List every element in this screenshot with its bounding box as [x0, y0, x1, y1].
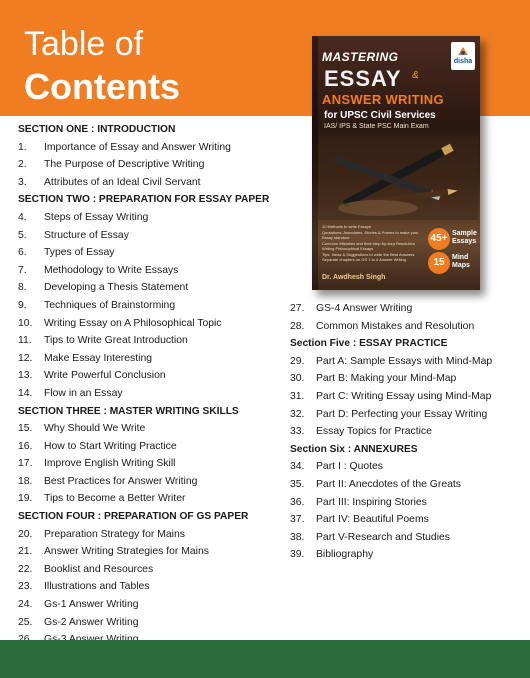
pens-illustration-icon: [318, 136, 478, 220]
toc-item: [18, 578, 318, 596]
toc-item-title: The Purpose of Descriptive Writing: [44, 159, 205, 171]
toc-item: [18, 596, 318, 614]
mindmaps-badge-label: [452, 254, 470, 270]
toc-item: [18, 227, 318, 245]
publisher-logo: [451, 42, 475, 70]
toc-item-title: Importance of Essay and Answer Writing: [44, 141, 231, 153]
toc-item-number: 3.: [18, 176, 27, 188]
toc-item-title: Illustrations and Tables: [44, 581, 150, 593]
toc-item-number: 4.: [18, 211, 27, 223]
toc-item: [18, 614, 318, 632]
toc-section-heading: Section Five : ESSAY PRACTICE: [290, 338, 448, 350]
toc-item: [18, 315, 318, 333]
toc-item-number: 19.: [18, 493, 33, 505]
toc-item: [18, 279, 318, 297]
toc-item: [18, 490, 318, 508]
toc-item-title: Answer Writing Strategies for Mains: [44, 546, 209, 558]
toc-item-title: Methodology to Write Essays: [44, 264, 179, 276]
footer-bar: [0, 640, 530, 678]
publisher-logo-icon: [456, 45, 470, 57]
toc-item: [290, 370, 526, 388]
toc-item-number: 9.: [18, 299, 27, 311]
toc-item: [290, 388, 526, 406]
essays-badge-label-2: Essays: [452, 238, 477, 245]
toc-item-number: 36.: [290, 496, 305, 508]
toc-item-number: 32.: [290, 408, 305, 420]
toc-item: [18, 332, 318, 350]
publisher-name: disha: [453, 58, 473, 65]
toc-item: [18, 209, 318, 227]
toc-item-title: Gs-1 Answer Writing: [44, 599, 139, 611]
toc-item: [18, 420, 318, 438]
toc-item: [18, 438, 318, 456]
toc-item-title: Part B: Making your Mind-Map: [316, 373, 457, 385]
toc-item-title: Techniques of Brainstorming: [44, 299, 176, 311]
book-author: Dr. Awdhesh Singh: [322, 274, 386, 281]
toc-item-number: 39.: [290, 549, 305, 561]
toc-item-number: 11.: [18, 335, 32, 347]
toc-item-title: Steps of Essay Writing: [44, 211, 149, 223]
toc-item-number: 34.: [290, 461, 305, 473]
toc-item: [18, 350, 318, 368]
toc-item-title: Part A: Sample Essays with Mind-Map: [316, 355, 493, 367]
toc-item-number: 37.: [290, 514, 305, 526]
toc-item: [290, 476, 526, 494]
toc-item: [18, 156, 318, 174]
book-exam: IAS/ IPS & State PSC Main Exam: [324, 123, 429, 130]
toc-item-number: 2.: [18, 159, 27, 171]
toc-item-title: Bibliography: [316, 549, 374, 561]
toc-item-number: 16.: [18, 440, 33, 452]
toc-item-number: 6.: [18, 247, 27, 259]
toc-item-number: 21.: [18, 546, 33, 558]
toc-item-title: Best Practices for Answer Writing: [44, 475, 198, 487]
toc-item: [18, 543, 318, 561]
book-series: MASTERING: [322, 50, 399, 64]
toc-item: [290, 529, 526, 547]
toc-item-number: 28.: [290, 320, 305, 332]
toc-item-title: Part C: Writing Essay using Mind-Map: [316, 390, 492, 402]
toc-right-column: [290, 300, 526, 564]
toc-item-number: 25.: [18, 616, 33, 628]
toc-item: [290, 406, 526, 424]
page-title-line1: Table of: [24, 25, 144, 63]
toc-item-title: Write Powerful Conclusion: [44, 370, 166, 382]
book-bullet: Writing Philosophical Essays: [322, 246, 374, 251]
toc-item-title: GS-4 Answer Writing: [316, 303, 413, 314]
book-title-essay: ESSAY: [324, 66, 402, 91]
book-bullet-list: [322, 224, 422, 263]
toc-item-title: Why Should We Write: [44, 423, 146, 435]
book-subtitle: for UPSC Civil Services: [324, 110, 436, 121]
mindmaps-badge: [428, 228, 476, 268]
toc-item-title: Part I : Quotes: [316, 461, 383, 473]
toc-item-number: 27.: [290, 303, 305, 314]
book-bullet: Common Mistakes and their step-by-step Resolution: [322, 240, 415, 246]
toc-item: [18, 473, 318, 491]
toc-item: [290, 511, 526, 529]
toc-item-title: Part III: Inspiring Stories: [316, 496, 427, 508]
toc-item-number: 12.: [18, 352, 33, 364]
toc-item-title: Tips to Become a Better Writer: [44, 493, 186, 505]
toc-item-number: 38.: [290, 531, 305, 543]
book-title-answer-writing: ANSWER WRITING: [322, 92, 444, 107]
book-bullet: 10 Methods to write Essays: [322, 224, 371, 229]
toc-item-title: How to Start Writing Practice: [44, 440, 177, 452]
toc-item-number: 33.: [290, 426, 305, 438]
toc-item-number: 7.: [18, 264, 27, 276]
toc-item-number: 31.: [290, 390, 305, 402]
book-title-amp: &: [412, 70, 419, 81]
toc-item: [290, 494, 526, 512]
toc-item-number: 18.: [18, 475, 33, 487]
toc-section-heading: SECTION ONE : INTRODUCTION: [18, 124, 176, 135]
toc-item-number: 30.: [290, 373, 305, 385]
toc-item-number: 24.: [18, 599, 33, 611]
mindmaps-badge-label-1: Mind: [452, 254, 469, 261]
toc-item-number: 8.: [18, 282, 27, 294]
toc-item-title: Part IV: Beautiful Poems: [316, 514, 429, 526]
toc-item: [290, 300, 526, 318]
toc-item-number: 17.: [18, 458, 33, 470]
toc-item: [18, 367, 318, 385]
toc-item-title: Writing Essay on A Philosophical Topic: [44, 317, 222, 329]
toc-item-title: Tips to Write Great Introduction: [44, 335, 188, 347]
toc-section-heading: SECTION FOUR : PREPARATION OF GS PAPER: [18, 511, 249, 523]
toc-item-number: 5.: [18, 229, 27, 241]
toc-item-title: Preparation Strategy for Mains: [44, 528, 185, 540]
toc-item-number: 35.: [290, 478, 305, 490]
essays-badge-label-1: Sample: [452, 230, 477, 237]
toc-item-number: 20.: [18, 528, 33, 540]
toc-item-title: Gs-2 Answer Writing: [44, 616, 139, 628]
toc-item: [18, 139, 318, 157]
mindmaps-badge-label-2: Maps: [452, 262, 470, 269]
toc-item-title: Types of Essay: [44, 247, 115, 259]
essays-badge-number: 45+: [428, 228, 450, 250]
toc-item-title: Flow in an Essay: [44, 387, 123, 399]
toc-item: [18, 455, 318, 473]
toc-item-title: Booklist and Resources: [44, 563, 154, 575]
toc-item-title: Improve English Writing Skill: [44, 458, 176, 470]
toc-section-heading: Section Six : ANNEXURES: [290, 443, 418, 455]
toc-item-number: 10.: [18, 317, 33, 329]
toc-item: [290, 546, 526, 564]
toc-item-number: 1.: [18, 141, 27, 153]
toc-item-title: Essay Topics for Practice: [316, 426, 432, 438]
toc-item-number: 29.: [290, 355, 305, 367]
toc-item: [290, 318, 526, 336]
book-bullet: Separate chapters on GS 1 to 4 Answer Writing: [322, 257, 406, 262]
book-bullet: Tips, Ideas & Suggestions to write the Best Answers: [322, 251, 415, 257]
toc-item-title: Developing a Thesis Statement: [44, 282, 189, 294]
toc-item: [18, 561, 318, 579]
toc-item-title: Attributes of an Ideal Civil Servant: [44, 176, 201, 188]
mindmaps-badge-number: 15: [428, 252, 450, 274]
toc-left-column: [18, 121, 318, 649]
toc-item-title: Structure of Essay: [44, 229, 129, 241]
toc-item: [18, 244, 318, 262]
toc-item-number: 15.: [18, 423, 33, 435]
toc-section-heading: SECTION THREE : MASTER WRITING SKILLS: [18, 405, 239, 417]
toc-item: [18, 526, 318, 544]
toc-item-number: 13.: [18, 370, 33, 382]
toc-item: [18, 297, 318, 315]
toc-item-title: Common Mistakes and Resolution: [316, 320, 475, 332]
toc-item: [18, 262, 318, 280]
toc-section-heading: SECTION TWO : PREPARATION FOR ESSAY PAPER: [18, 194, 270, 206]
toc-item: [18, 174, 318, 192]
book-bullet: Quotations, Anecdotes, Stories & Poems to make your Essay standout: [322, 229, 419, 240]
page-title-line2: Contents: [24, 66, 180, 107]
toc-item: [290, 458, 526, 476]
toc-item-number: 14.: [18, 387, 33, 399]
toc-item-title: Part V-Research and Studies: [316, 531, 450, 543]
toc-item-number: 23.: [18, 581, 33, 593]
toc-item: [290, 423, 526, 441]
toc-item-title: Make Essay Interesting: [44, 352, 152, 364]
toc-item: [290, 353, 526, 371]
book-cover: [312, 36, 480, 290]
toc-item-title: Part D: Perfecting your Essay Writing: [316, 408, 488, 420]
toc-item-number: 22.: [18, 563, 33, 575]
toc-item: [18, 385, 318, 403]
toc-item-title: Part II: Anecdotes of the Greats: [316, 478, 461, 490]
